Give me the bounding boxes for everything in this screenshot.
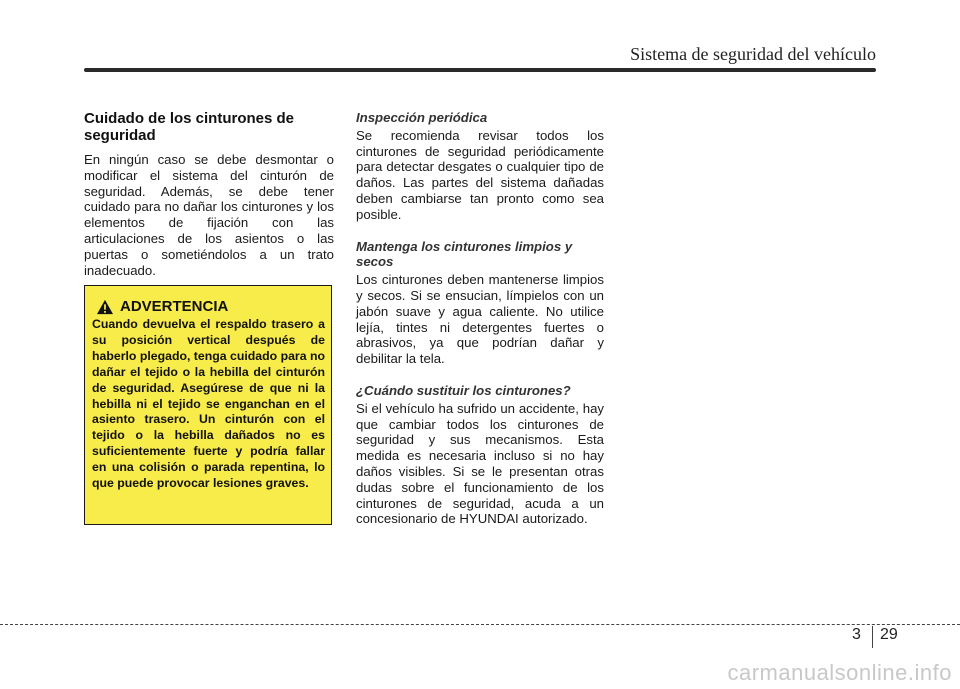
header-title: Sistema de seguridad del vehículo bbox=[630, 44, 876, 64]
section-heading-replace: ¿Cuándo sustituir los cinturones? bbox=[356, 382, 571, 398]
warning-box bbox=[84, 285, 332, 525]
section-body-replace: Si el vehículo ha sufrido un accidente, hay que cambiar todos los cinturones de seguridad y sus mecanismos. Esta medida es necesaria incluso si no hay daños visibles. Si se le presentan otras dudas sobre el funcionamiento de los cinturones de seguridad, acuda a un concesionario de HYUNDAI autorizado. bbox=[356, 400, 604, 527]
warning-triangle-icon bbox=[96, 299, 114, 315]
warning-header bbox=[92, 298, 325, 315]
section-body-care: En ningún caso se debe desmontar o modificar el sistema del cinturón de seguridad. Además, se debe tener cuidado para no dañar los cinturones y los elementos de fijación con las articulaciones de los asientos o las puertas o sometiéndolos a un trato inadecuado. bbox=[84, 152, 334, 278]
watermark: carmanualsonline.info bbox=[727, 660, 952, 685]
section-heading-clean: Mantenga los cinturones limpios y secos bbox=[356, 238, 573, 270]
section-body-clean: Los cinturones deben mantenerse limpios y secos. Si se ensucian, límpielos con un jabón suave y agua caliente. No utilice lejía, tintes ni detergentes fuertes o abrasivos, ya que podrían dañar y debilitar la tela. bbox=[356, 272, 604, 367]
left-column bbox=[84, 110, 334, 278]
warning-text: Cuando devuelva el respaldo trasero a su posición vertical después de haberlo plegado, tenga cuidado para no dañar el tejido o la hebilla del cinturón de seguridad. Asegúrese de que ni la hebilla ni el tejido se enganchan en el asiento trasero. Un cinturón con el tejido o la hebilla dañados no es suficientemente fuerte y podría fallar en una colisión o parada repentina, lo que puede provocar lesiones graves. bbox=[92, 317, 325, 491]
warning-title: ADVERTENCIA bbox=[120, 298, 229, 315]
right-column bbox=[356, 110, 604, 543]
footer-rule bbox=[0, 624, 960, 625]
header-rule bbox=[84, 68, 876, 72]
page-number-separator bbox=[872, 626, 873, 648]
section-heading-inspection: Inspección periódica bbox=[356, 110, 488, 125]
chapter-number: 3 bbox=[852, 626, 861, 643]
section-body-inspection: Se recomienda revisar todos los cinturones de seguridad periódicamente para detectar desgates o cualquier tipo de daños. Las partes del sistema dañadas deben cambiarse tan pronto como sea posible. bbox=[356, 127, 604, 222]
page-number: 29 bbox=[880, 626, 898, 643]
section-heading-care: Cuidado de los cinturones de seguridad bbox=[84, 110, 295, 144]
